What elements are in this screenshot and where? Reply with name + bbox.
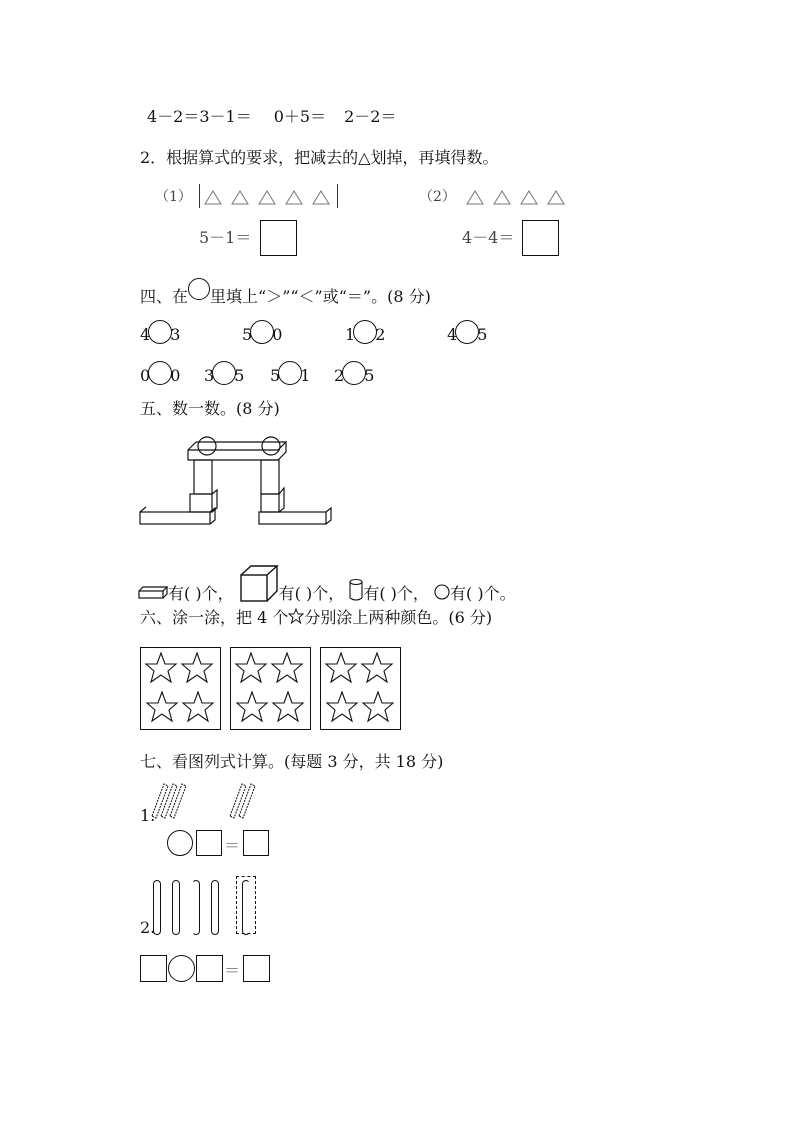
circle-blank (455, 320, 479, 344)
section-5-title: 五、数一数。(8 分) (140, 399, 280, 418)
circle-blank (148, 320, 172, 344)
circle-blank (212, 361, 236, 385)
compare-item[interactable]: 5 1 (270, 361, 310, 386)
circle-blank (353, 320, 377, 344)
equals-sign: ＝ (224, 836, 241, 855)
equation: 0＋5＝ (273, 107, 327, 126)
compare-item[interactable]: 4 3 (140, 320, 180, 345)
number-box[interactable] (196, 955, 223, 982)
stars-icon (321, 648, 399, 728)
equation: 2－2＝ (344, 107, 397, 126)
stick-icon (153, 880, 161, 935)
q7-1-label: 1. (140, 806, 156, 825)
star-box-3[interactable] (320, 647, 401, 730)
q7-2-label: 2. (140, 918, 156, 937)
pencils-icon (150, 780, 265, 820)
stars-icon (141, 648, 219, 728)
star-icon (288, 608, 304, 624)
section-7-title: 七、看图列式计算。(每题 3 分，共 18 分) (140, 752, 444, 771)
number-box[interactable] (140, 955, 167, 982)
equation-row (147, 107, 397, 127)
cylinder-icon (349, 578, 363, 602)
stick-icon (242, 880, 250, 935)
circle-blank (342, 361, 366, 385)
star-box-2[interactable] (230, 647, 311, 730)
cube-icon (239, 565, 279, 603)
operator-circle[interactable] (168, 955, 195, 982)
compare-item[interactable]: 2 5 (334, 361, 374, 386)
compare-item[interactable]: 1 2 (345, 320, 385, 345)
stick-icon (192, 880, 200, 935)
circle-blank (250, 320, 274, 344)
triangles-icon (465, 184, 575, 208)
number-box[interactable] (196, 830, 222, 856)
block-structure-figure (138, 430, 338, 528)
question-2-title: 2．根据算式的要求，把减去的△划掉，再填得数。 (140, 148, 499, 167)
section-4-title: 四、在 里填上“＞”“＜”或“＝”。(8 分) (140, 278, 431, 307)
circle-blank (148, 361, 172, 385)
cuboid-icon (138, 586, 168, 600)
compare-item[interactable]: 3 5 (204, 361, 244, 386)
triangles-icon (200, 184, 337, 208)
part-1-label: （1） (155, 189, 192, 205)
compare-item[interactable]: 0 0 (140, 361, 180, 386)
answer-box[interactable] (522, 220, 559, 256)
compare-item[interactable]: 4 5 (447, 320, 487, 345)
operator-circle[interactable] (167, 830, 193, 856)
answer-box[interactable] (243, 830, 269, 856)
equation: 4－2＝ (147, 107, 200, 126)
star-box-1[interactable] (140, 647, 221, 730)
part-1-equation: 5－1＝ (199, 228, 252, 247)
part-2-equation: 4－4＝ (462, 228, 515, 247)
section-6-title: 六、涂一涂，把 4 个 分别涂上两种颜色。(6 分) (140, 608, 493, 627)
triangle-group-1 (199, 184, 338, 208)
stick-icon (172, 880, 180, 935)
sphere-icon (434, 584, 450, 600)
answer-box[interactable] (260, 220, 297, 256)
answer-box[interactable] (243, 955, 270, 982)
stars-icon (231, 648, 309, 728)
compare-item[interactable]: 5 0 (242, 320, 282, 345)
equals-sign: ＝ (224, 961, 241, 980)
circle-blank (278, 361, 302, 385)
equation: 3－1＝ (199, 107, 252, 126)
circle-icon (188, 278, 210, 300)
stick-icon (211, 880, 219, 935)
part-2-label: （2） (419, 189, 456, 205)
count-row: 有( )个， 有( )个， 有( )个， 有( )个。 (138, 565, 516, 604)
triangle-group-2 (465, 184, 575, 212)
